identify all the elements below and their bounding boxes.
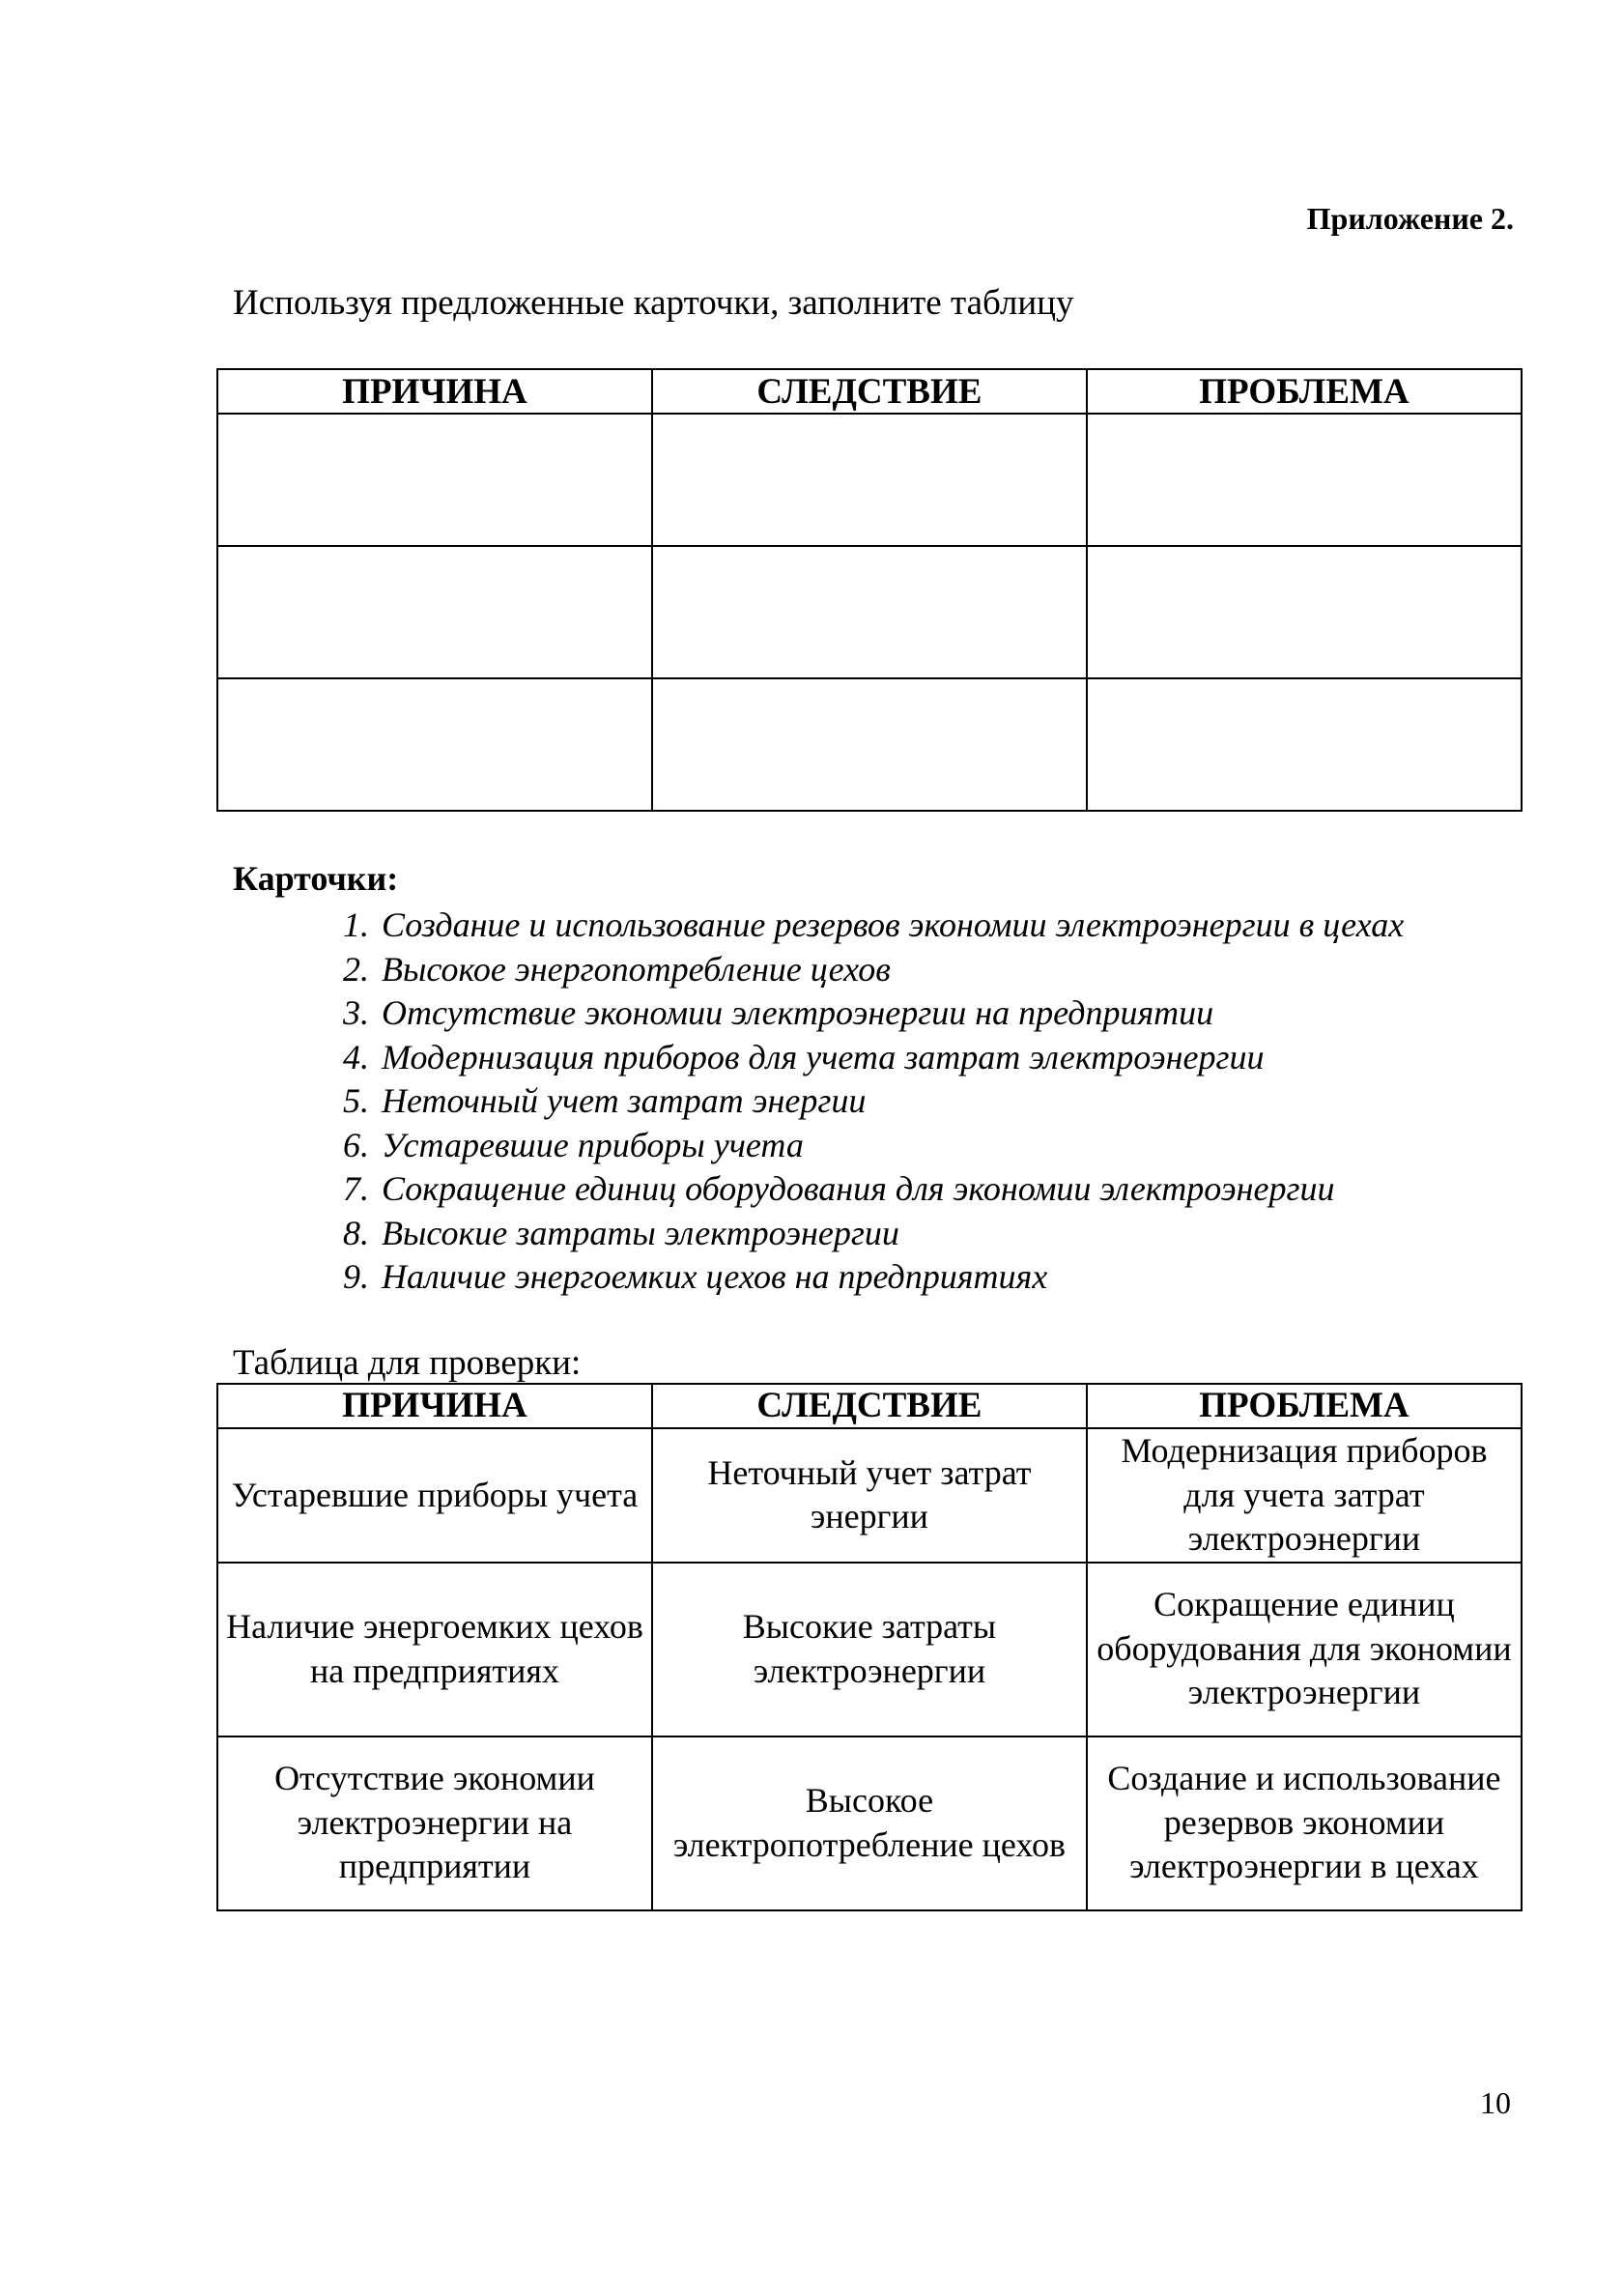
card-item: 3. Отсутствие экономии электроэнергии на предприятии	[378, 991, 1404, 1036]
appendix-label: Приложение 2.	[1306, 201, 1514, 236]
blank-table-row	[217, 414, 1522, 546]
blank-table-row	[217, 546, 1522, 678]
check-table-row	[217, 1428, 1522, 1563]
blank-header-effect: СЛЕДСТВИЕ	[652, 369, 1087, 414]
card-item: 2. Высокое энергопотребление цехов	[378, 948, 1404, 992]
problem-cell: Модернизация приборов для учета затрат электроэнергии	[1087, 1428, 1522, 1563]
problem-cell: Сокращение единиц оборудования для экономии электроэнергии	[1087, 1563, 1522, 1736]
blank-table-row	[217, 678, 1522, 811]
blank-header-problem: ПРОБЛЕМА	[1087, 369, 1522, 414]
page-number: 10	[1480, 2085, 1511, 2120]
blank-cell	[652, 414, 1087, 546]
check-table-header-row	[217, 1384, 1522, 1428]
blank-cell	[652, 678, 1087, 811]
instruction-text: Используя предложенные карточки, заполните таблицу	[233, 283, 1074, 323]
cause-cell: Устаревшие приборы учета	[217, 1428, 652, 1563]
cause-cell: Наличие энергоемких цехов на предприятиях	[217, 1563, 652, 1736]
blank-header-cause: ПРИЧИНА	[217, 369, 652, 414]
card-item: 6. Устаревшие приборы учета	[378, 1124, 1404, 1168]
blank-cell	[217, 414, 652, 546]
effect-cell: Неточный учет затрат энергии	[652, 1428, 1087, 1563]
card-item: 8. Высокие затраты электроэнергии	[378, 1212, 1404, 1256]
card-item: 5. Неточный учет затрат энергии	[378, 1079, 1404, 1124]
cards-title: Карточки:	[233, 859, 399, 898]
blank-table	[216, 368, 1523, 812]
cards-list	[329, 904, 1404, 1300]
blank-table-header-row	[217, 369, 1522, 414]
check-table-title: Таблица для проверки:	[233, 1343, 582, 1383]
effect-cell: Высокое электропотребление цехов	[652, 1736, 1087, 1910]
effect-cell: Высокие затраты электроэнергии	[652, 1563, 1087, 1736]
card-item: 1. Создание и использование резервов экономии электроэнергии в цехах	[378, 904, 1404, 948]
check-header-problem: ПРОБЛЕМА	[1087, 1384, 1522, 1428]
check-table-row	[217, 1563, 1522, 1736]
card-item: 7. Сокращение единиц оборудования для экономии электроэнергии	[378, 1167, 1404, 1212]
card-item: 4. Модернизация приборов для учета затрат электроэнергии	[378, 1036, 1404, 1080]
blank-cell	[217, 678, 652, 811]
card-item: 9. Наличие энергоемких цехов на предприятиях	[378, 1255, 1404, 1300]
cause-cell: Отсутствие экономии электроэнергии на предприятии	[217, 1736, 652, 1910]
blank-cell	[652, 546, 1087, 678]
check-header-effect: СЛЕДСТВИЕ	[652, 1384, 1087, 1428]
check-table-row	[217, 1736, 1522, 1910]
blank-cell	[1087, 678, 1522, 811]
blank-cell	[1087, 414, 1522, 546]
blank-cell	[1087, 546, 1522, 678]
check-header-cause: ПРИЧИНА	[217, 1384, 652, 1428]
blank-cell	[217, 546, 652, 678]
check-table	[216, 1383, 1523, 1911]
problem-cell: Создание и использование резервов экономии электроэнергии в цехах	[1087, 1736, 1522, 1910]
